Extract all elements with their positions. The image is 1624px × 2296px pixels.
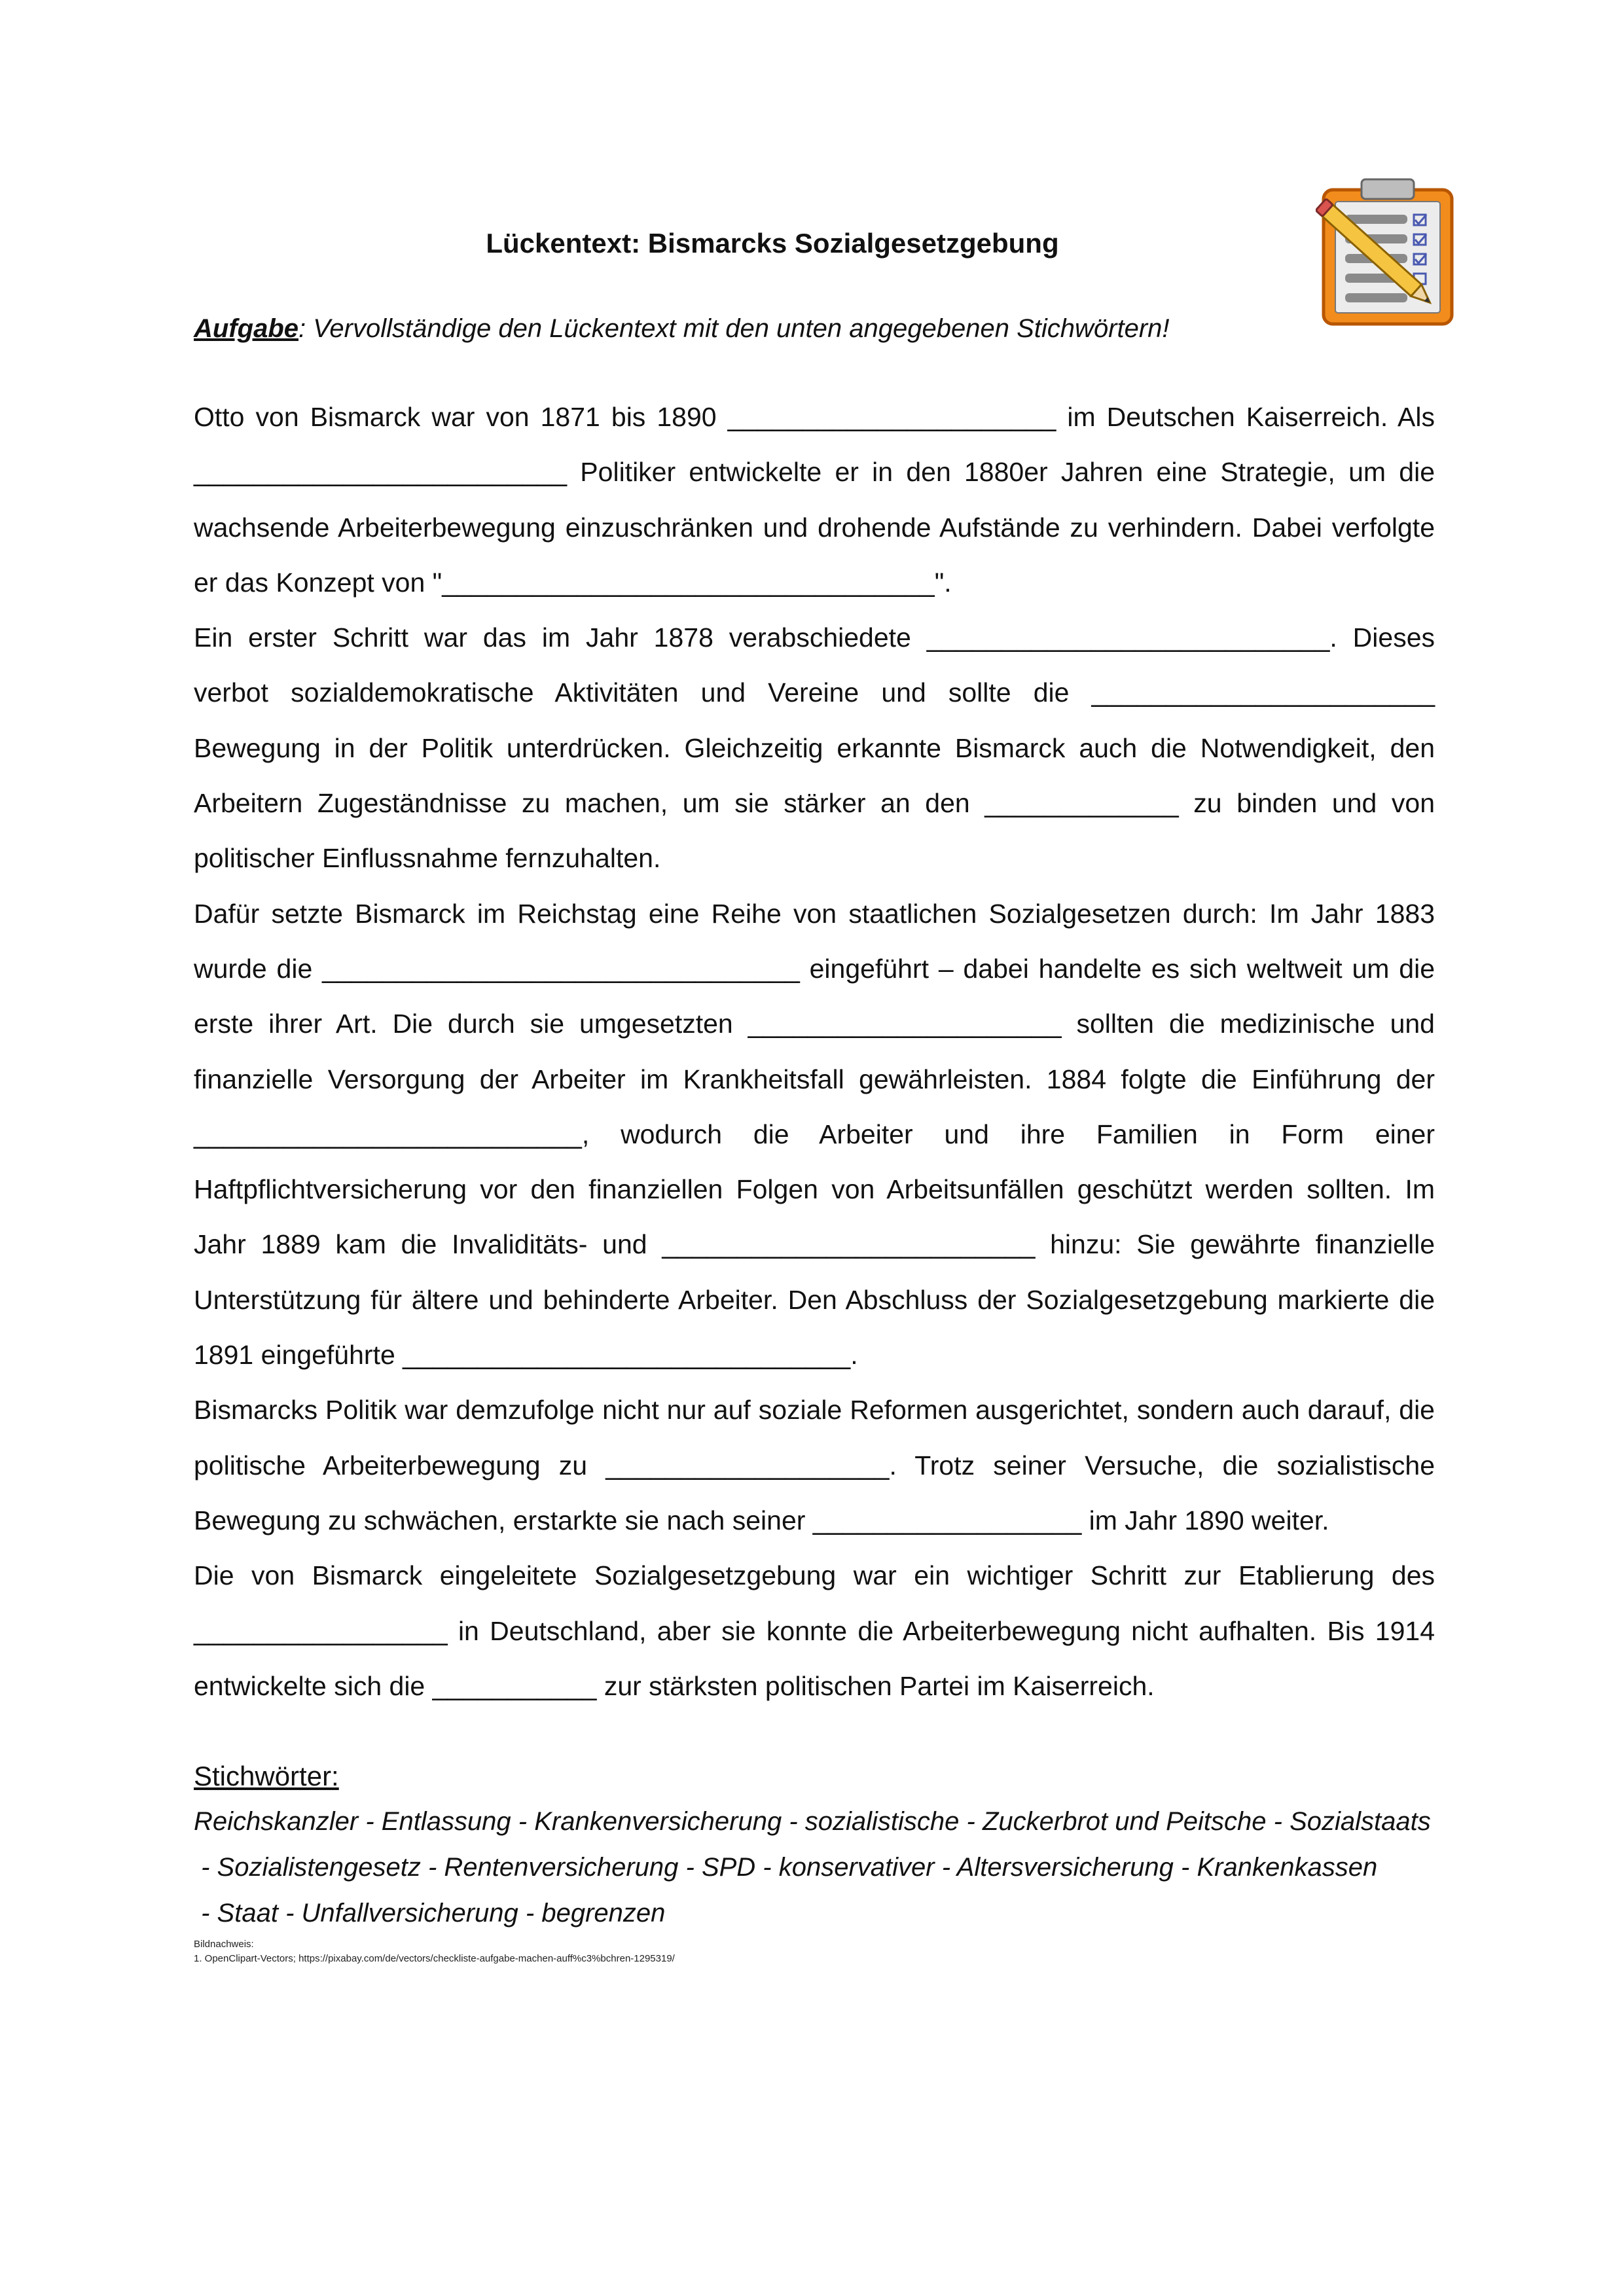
keyword-item: Sozialistengesetz (217, 1853, 421, 1882)
keyword-item: Krankenkassen (1197, 1853, 1378, 1882)
keyword-separator: - (959, 1807, 983, 1836)
cloze-paragraph: Die von Bismarck eingeleitete Sozialgesetzgebung war ein wichtiger Schritt zur Etablierung des _________________ in Deutschland, aber sie konnte die Arbeiterbewegung nicht aufhalten. Bis 1914 entwickelte sich die ___________ zur stärksten politischen Partei im Kaiserreich. (194, 1560, 1435, 1701)
keyword-item: begrenzen (541, 1899, 666, 1928)
keyword-item: SPD (701, 1853, 756, 1882)
keyword-separator: - (934, 1853, 957, 1882)
keyword-separator: - (782, 1807, 805, 1836)
keyword-item: Entlassung (381, 1807, 511, 1836)
clipboard-checklist-pencil-icon (1316, 177, 1460, 327)
cloze-paragraph: Otto von Bismarck war von 1871 bis 1890 ______________________ im Deutschen Kaiserreich. Als _________________________ Politiker entwickelte er in den 1880er Jahren eine Strategie, um die wachsende Arbeiterbewegung einzuschränken und drohende Aufstände zu verhindern. Dabei verfolgte er das Konzept von "_________________________________". (194, 402, 1435, 598)
image-credit (194, 1937, 675, 1966)
cloze-paragraph: Dafür setzte Bismarck im Reichstag eine Reihe von staatlichen Sozialgesetzen durch: Im Jahr 1883 wurde die ________________________________ eingeführt – dabei handelte es sich weltweit um die erste ihrer Art. Die durch sie umgesetzten _____________________ sollten die medizinische und finanzielle Versorgung der Arbeiter im Krankheitsfall gewährleisten. 1884 folgte die Einführung der __________________________, wodurch die Arbeiter und ihre Familien in Form einer Haftpflichtversicherung vor den finanziellen Folgen von Arbeitsunfällen geschützt werden sollten. Im Jahr 1889 kam die Invaliditäts- und _________________________ hinzu: Sie gewährte finanzielle Unterstützung für ältere und behinderte Arbeiter. Den Abschluss der Sozialgesetzgebung markierte die 1891 eingeführte ______________________________. (194, 898, 1435, 1371)
keyword-separator: - (678, 1853, 702, 1882)
keyword-item: Reichskanzler (194, 1807, 359, 1836)
keyword-separator: - (278, 1899, 302, 1928)
cloze-paragraph: Ein erster Schritt war das im Jahr 1878 verabschiedete ___________________________. Dieses verbot sozialdemokratische Aktivitäten und Vereine und sollte die _______________________ Bewegung in der Politik unterdrücken. Gleichzeitig erkannte Bismarck auch die Notwendigkeit, den Arbeitern Zugeständnisse zu machen, um sie stärker an den _____________ zu binden und von politischer Einflussnahme fernzuhalten. (194, 622, 1435, 874)
keyword-separator: - (1266, 1807, 1290, 1836)
keywords-heading: Stichwörter: (194, 1761, 339, 1791)
task-label: Aufgabe (194, 314, 298, 343)
keyword-separator: - (511, 1807, 535, 1836)
keyword-separator: - (194, 1853, 217, 1882)
keyword-item: Krankenversicherung (534, 1807, 782, 1836)
keyword-separator: - (420, 1853, 444, 1882)
keyword-separator: - (194, 1899, 217, 1928)
keyword-separator: - (1173, 1853, 1197, 1882)
keyword-item: Sozialstaats (1290, 1807, 1431, 1836)
keyword-item: Rentenversicherung (444, 1853, 679, 1882)
keyword-item: Zuckerbrot und Peitsche (982, 1807, 1267, 1836)
credit-heading: Bildnachweis: (194, 1939, 254, 1950)
keyword-separator: - (518, 1899, 542, 1928)
task-text: : Vervollständige den Lückentext mit den unten angegebenen Stichwörtern! (298, 314, 1170, 343)
cloze-paragraph: Bismarcks Politik war demzufolge nicht nur auf soziale Reformen ausgerichtet, sondern auch darauf, die politische Arbeiterbewegung zu ___________________. Trotz seiner Versuche, die sozialistische Bewegung zu schwächen, erstarkte sie nach seiner __________________ im Jahr 1890 weiter. (194, 1395, 1435, 1535)
keyword-separator: - (358, 1807, 382, 1836)
keyword-list (194, 1799, 1437, 1936)
credit-line: 1. OpenClipart-Vectors; https://pixabay.com/de/vectors/checkliste-aufgabe-machen-auff%c3%bchren-1295319/ (194, 1953, 675, 1964)
cloze-text (194, 389, 1435, 1713)
keyword-separator: - (755, 1853, 779, 1882)
keyword-item: Unfallversicherung (301, 1899, 518, 1928)
page-title: Lückentext: Bismarcks Sozialgesetzgebung (486, 228, 1059, 259)
keyword-item: sozialistische (804, 1807, 960, 1836)
task-instruction (194, 314, 1170, 344)
keyword-item: Staat (217, 1899, 278, 1928)
keyword-item: Altersversicherung (956, 1853, 1174, 1882)
keyword-item: konservativer (778, 1853, 935, 1882)
